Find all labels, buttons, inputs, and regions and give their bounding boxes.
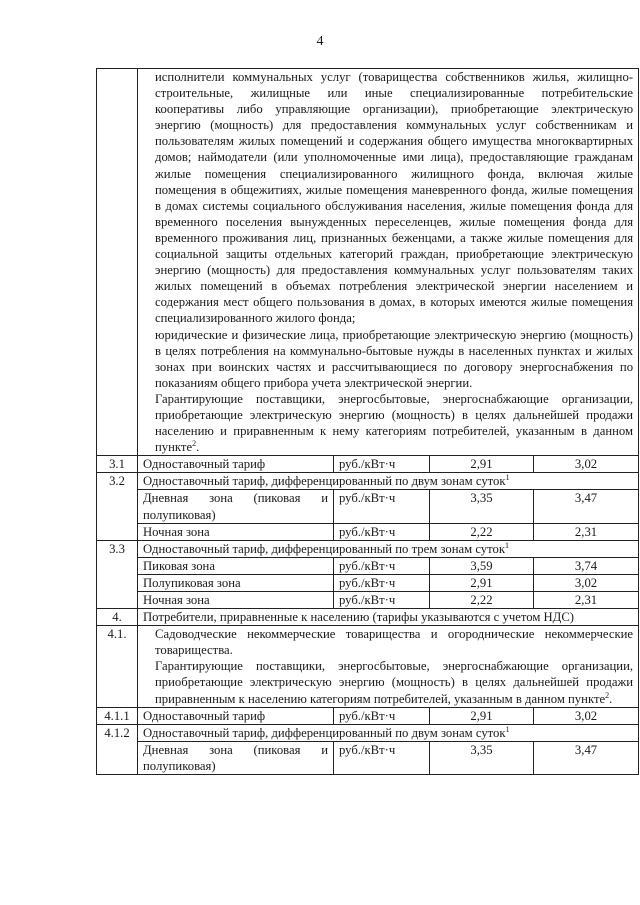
tariff-value-2: 2,31 — [534, 592, 639, 609]
unit-cell: руб./кВт·ч — [334, 490, 430, 523]
row-label: Одноставочный тариф, дифференцированный по двум зонам суток$^1$ — [138, 724, 639, 741]
row-label: Одноставочный тариф, дифференцированный по трем зонам суток$^1$ — [138, 540, 639, 557]
unit-cell: руб./кВт·ч — [334, 592, 430, 609]
tariff-value-1: 2,91 — [430, 574, 534, 591]
tariff-value-1: 3,35 — [430, 490, 534, 523]
intro-paragraph: исполнители коммунальных услуг (товарищества собственников жилья, жилищно-строительные, жилищные или иные специализированные потребительские кооперативы либо управляющие организации), приобретающие электрическую энергию (мощность) для предоставления коммунальных услуг собственникам и пользователям жилых помещений и содержания общего имущества многоквартирных домов; наймодатели (или уполномоченные ими лица), предоставляющие гражданам жилые помещения специализированного жилищного фонда, включая жилые помещения в общежитиях, жилые помещения маневренного фонда, жилые помещения в домах системы социального обслуживания населения, жилые помещения фонда для временного поселения вынужденных переселенцев, жилые помещения фонда для временного проживания лиц, признанных беженцами, а также жилые помещения для социальной защиты отдельных категорий граждан, приобретающие электрическую энергию (мощность) для предоставления коммунальных услуг пользователям таких жилых помещений в объемах потребления электрической энергии населением и содержания мест общего пользования в домах, в которых имеются жилые помещения специализированного жилого фонда; — [155, 70, 634, 326]
row-number: 4.1.1 — [97, 707, 138, 724]
zone-label: Дневная зона (пиковая и полупиковая) — [138, 741, 334, 774]
row-number: 4.1.2 — [97, 724, 138, 774]
unit-cell: руб./кВт·ч — [334, 574, 430, 591]
table-row — [97, 69, 639, 456]
row-description — [138, 626, 639, 707]
tariff-value-1: 3,35 — [430, 741, 534, 774]
tariff-value-2: 3,74 — [534, 557, 639, 574]
row-label: Одноставочный тариф — [138, 707, 334, 724]
tariff-value-2: 3,02 — [534, 574, 639, 591]
tariff-value-2: 3,47 — [534, 490, 639, 523]
zone-label: Ночная зона — [138, 592, 334, 609]
row-number-cell — [97, 69, 138, 456]
page-number: 4 — [316, 34, 324, 49]
tariff-value-1: 2,91 — [430, 707, 534, 724]
table-row — [97, 609, 639, 626]
tariff-value-2: 3,47 — [534, 741, 639, 774]
zone-label: Ночная зона — [138, 523, 334, 540]
table-row — [97, 456, 639, 473]
unit-cell: руб./кВт·ч — [334, 741, 430, 774]
tariff-value-1: 3,59 — [430, 557, 534, 574]
row-number: 4.1. — [97, 626, 138, 707]
zone-label: Полупиковая зона — [138, 574, 334, 591]
tariff-value-2: 3,02 — [534, 707, 639, 724]
tariff-value-1: 2,22 — [430, 523, 534, 540]
unit-cell: руб./кВт·ч — [334, 707, 430, 724]
consumers-description-cell — [138, 69, 639, 456]
unit-cell: руб./кВт·ч — [334, 456, 430, 473]
table-row — [97, 540, 639, 557]
tariff-value-1: 2,91 — [430, 456, 534, 473]
table-row — [97, 592, 639, 609]
table-row — [97, 724, 639, 741]
intro-paragraph: Гарантирующие поставщики, энергосбытовые, энергоснабжающие организации, приобретающие электрическую энергию (мощность) в целях дальнейшей продажи населению и приравненным к нему категориям потребителей, указанным в данном пункте$^2$. — [155, 391, 634, 455]
zone-label: Дневная зона (пиковая и полупиковая) — [138, 490, 334, 523]
table-row — [97, 490, 639, 523]
table-row — [97, 741, 639, 774]
row-label: Потребители, приравненные к населению (тарифы указываются с учетом НДС) — [138, 609, 639, 626]
table-row — [97, 626, 639, 707]
zone-label: Пиковая зона — [138, 557, 334, 574]
table-row — [97, 574, 639, 591]
tariff-value-1: 2,22 — [430, 592, 534, 609]
row-number: 3.3 — [97, 540, 138, 608]
description-paragraph: Садоводческие некоммерческие товарищества и огороднические некоммерческие товарищества. — [155, 627, 634, 658]
unit-cell: руб./кВт·ч — [334, 523, 430, 540]
tariff-value-2: 3,02 — [534, 456, 639, 473]
row-label: Одноставочный тариф, дифференцированный по двум зонам суток$^1$ — [138, 473, 639, 490]
row-number: 4. — [97, 609, 138, 626]
tariff-value-2: 2,31 — [534, 523, 639, 540]
table-row — [97, 473, 639, 490]
unit-cell: руб./кВт·ч — [334, 557, 430, 574]
table-row — [97, 557, 639, 574]
row-number: 3.2 — [97, 473, 138, 540]
intro-paragraph: юридические и физические лица, приобретающие электрическую энергию (мощность) в целях потребления на коммунально-бытовые нужды в населенных пунктах и жилых зонах при воинских частях и рассчитывающиеся по договору энергоснабжения по показаниям общего прибора учета электрической энергии. — [155, 327, 634, 390]
table-row — [97, 707, 639, 724]
table-row — [97, 523, 639, 540]
row-label: Одноставочный тариф — [138, 456, 334, 473]
description-paragraph: Гарантирующие поставщики, энергосбытовые, энергоснабжающие организации, приобретающие электрическую энергию (мощность) в целях дальнейшей продажи приравненным к населению категориям потребителей, указанным в данном пункте$^2$. — [155, 659, 634, 706]
row-number: 3.1 — [97, 456, 138, 473]
tariff-table — [96, 68, 639, 775]
